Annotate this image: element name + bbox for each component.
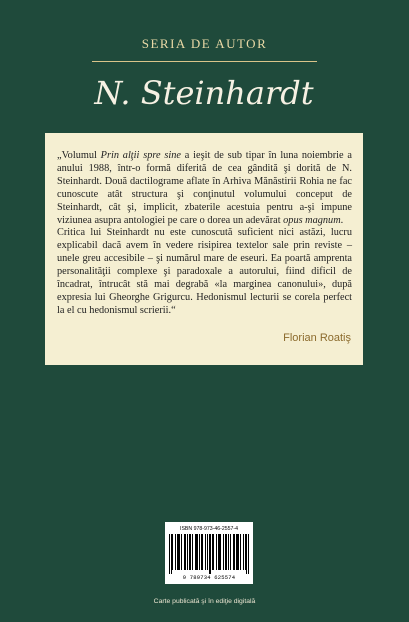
digital-edition-note: Carte publicată şi în ediţie digitală: [153, 598, 256, 605]
isbn-label: ISBN 978-973-46-2557-4: [180, 526, 238, 532]
svg-text:N. Steinhardt: N. Steinhardt: [94, 74, 314, 112]
opus-magnum: opus magnum: [283, 214, 341, 226]
quote-text: [57, 150, 352, 318]
quote-author: Florian Roatiş: [283, 332, 351, 344]
quote-paragraph-1: [57, 150, 352, 227]
author-signature-logo: [92, 72, 317, 114]
quote-p1-body: a ieşit de sub tipar în luna noiembrie a anului 1988, într-o formă diferită de cea gândită şi dorită de N. Steinhardt. Două dactilograme aflate în Arhiva Mănăstirii Rohia ne fac cunoscute atât structura şi conţinutul volumului conceput de Steinhardt, cât şi, implicit, zbaterile acestuia pentru a-şi impune viziunea asupra antologiei pe care o dorea un adevărat: [57, 150, 352, 226]
quote-p1-end: .: [340, 214, 344, 226]
series-divider: [92, 61, 317, 62]
book-title: Prin alţii spre sine: [100, 150, 181, 161]
quote-paragraph-2: Critica lui Steinhardt nu este cunoscută suficient nici astăzi, lucru explicabil dacă avem în vedere risipirea textelor sale prin reviste – unele greu accesibile – şi numărul mare de eseuri. Ea poartă amprenta personalităţii complexe şi paradoxale a autorului, fiind dificil de încadrat, întrucât stă mai degrabă «la marginea canonului», după expresia lui Gheorghe Grigurcu. Hedonismul lecturii se corela perfect la el cu hedonismul scrierii.“: [57, 227, 352, 316]
barcode-digits: 9 789734 625574: [182, 574, 236, 581]
barcode-bars: [169, 534, 249, 574]
barcode: [165, 522, 253, 584]
quote-p1-start: „Volumul: [57, 150, 101, 161]
series-label: SERIA DE AUTOR: [141, 36, 268, 51]
